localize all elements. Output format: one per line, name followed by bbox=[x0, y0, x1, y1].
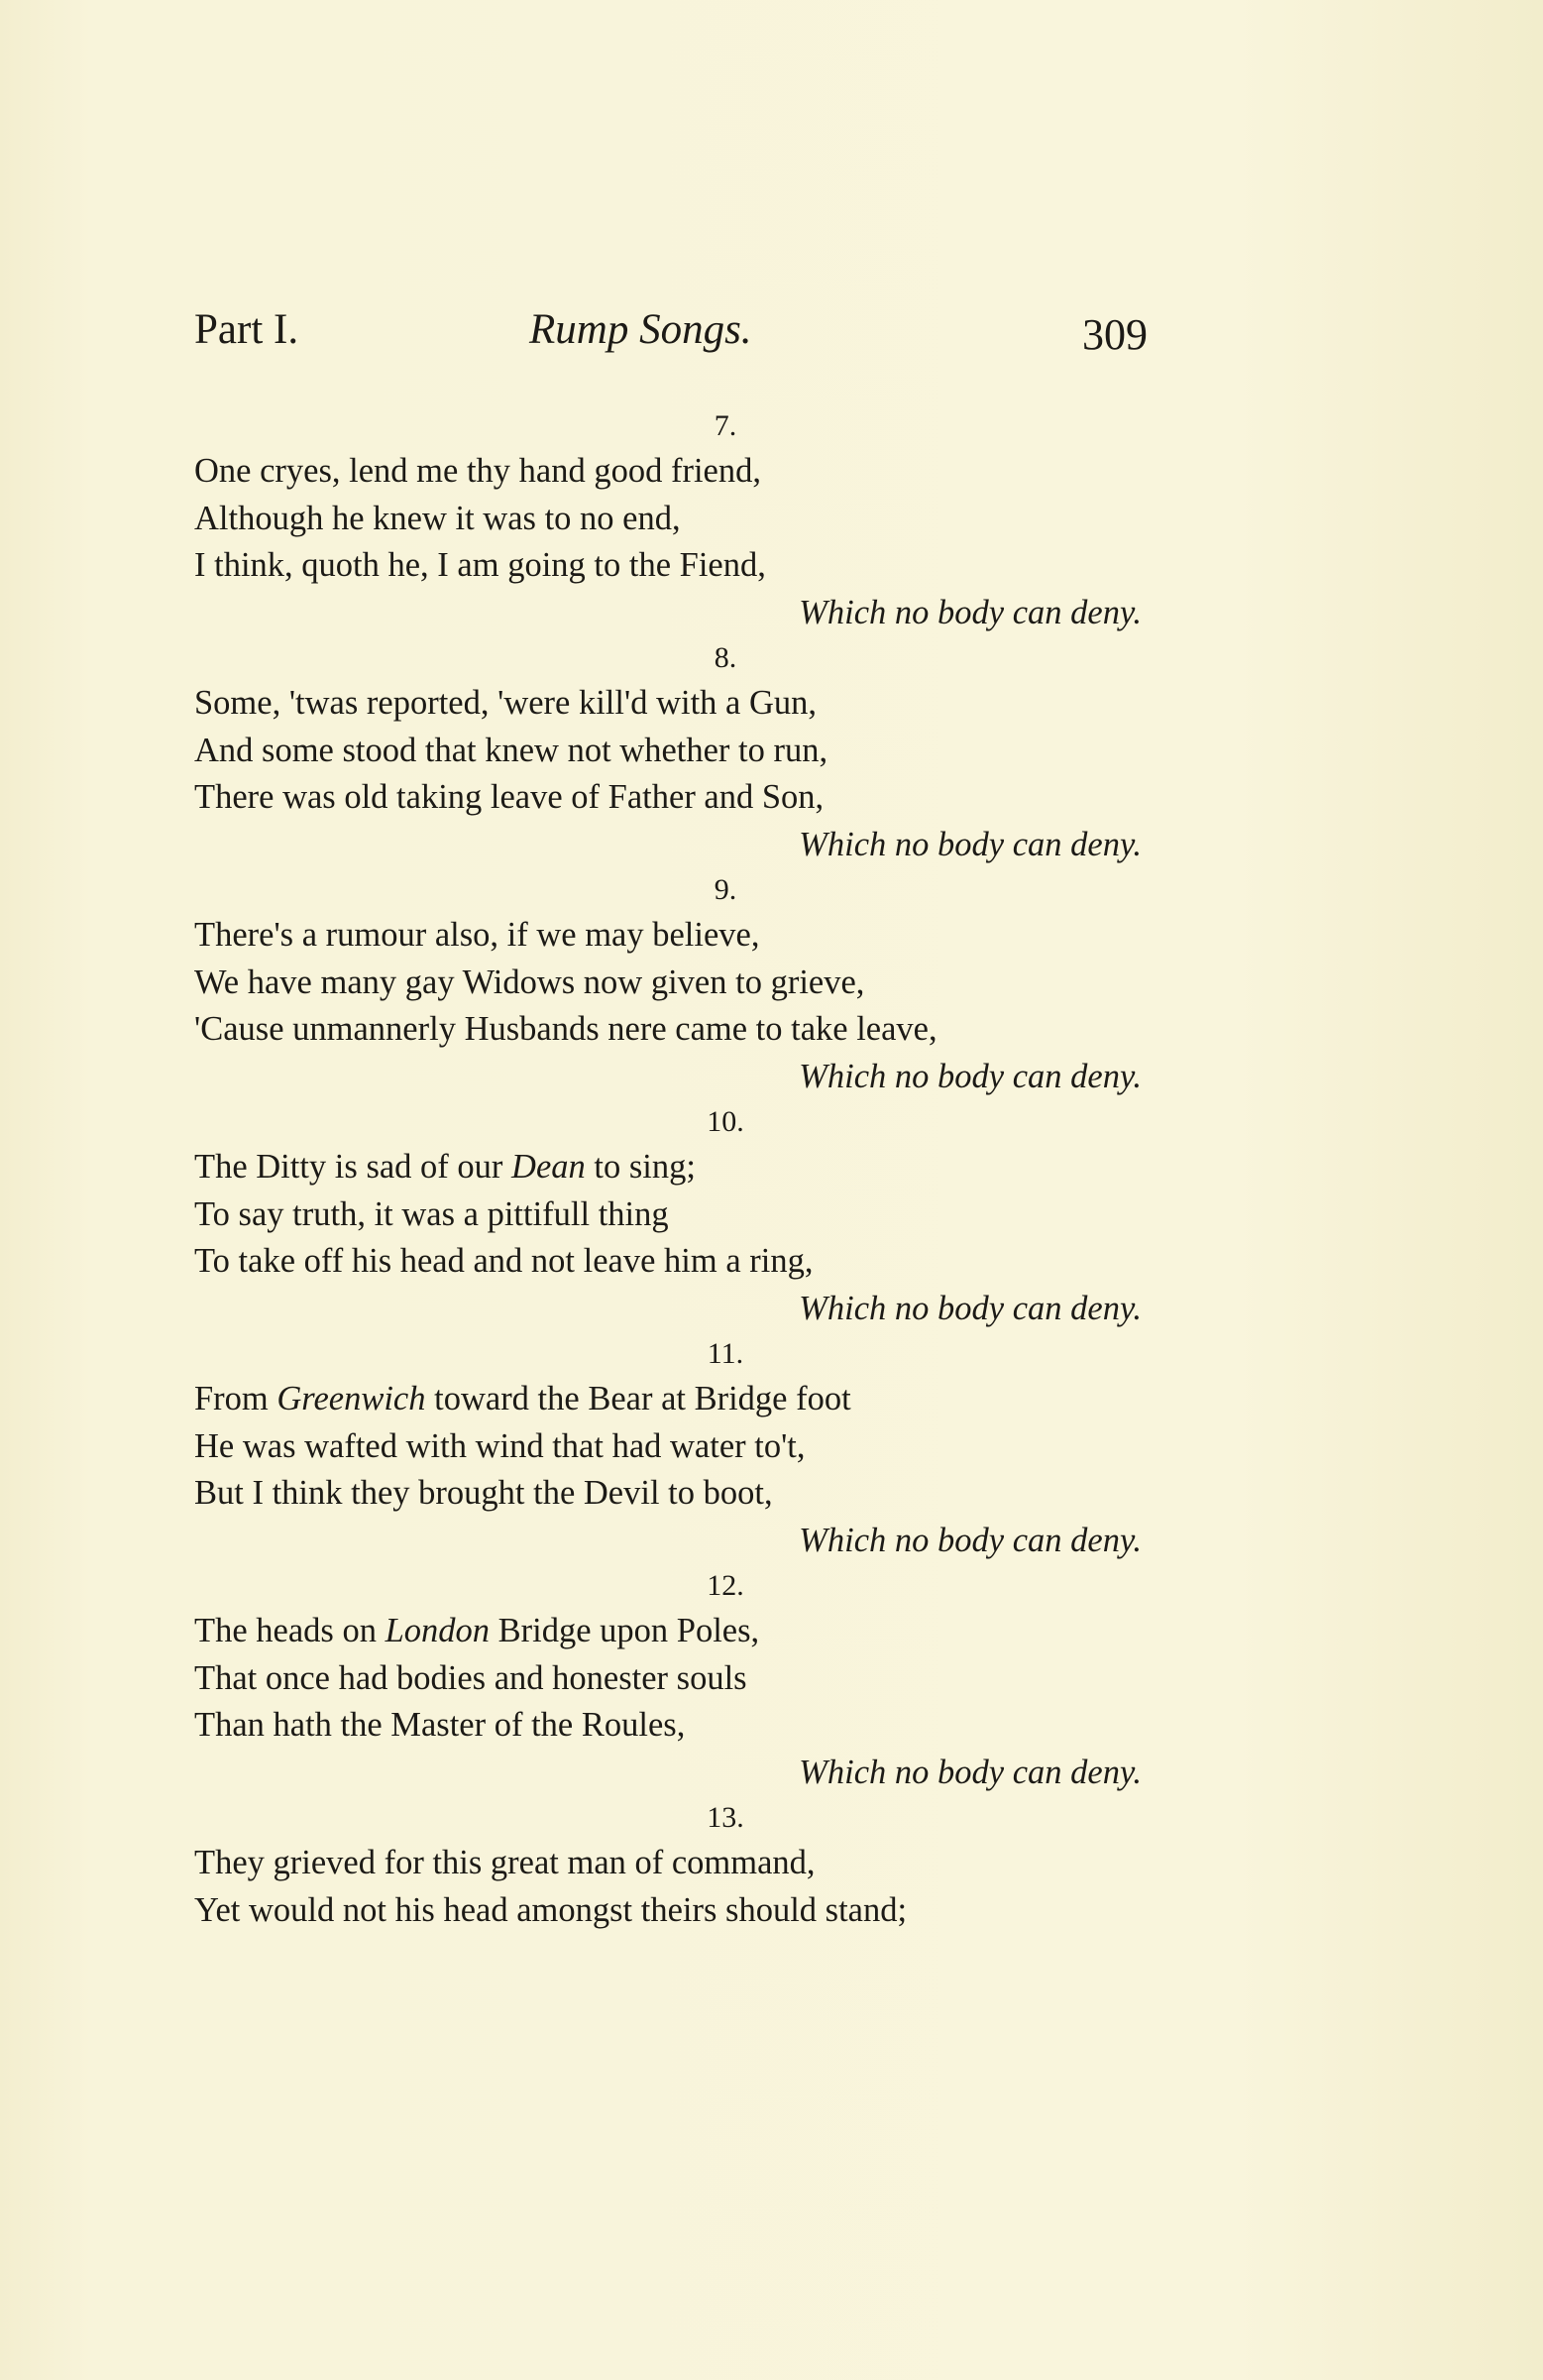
verse-line: Than hath the Master of the Roules, bbox=[194, 1706, 686, 1744]
verse-line: To take off his head and not leave him a ring, bbox=[194, 1242, 814, 1280]
italic-name: Greenwich bbox=[276, 1380, 426, 1417]
running-title: Rump Songs. bbox=[529, 306, 752, 353]
stanza-number: 13. bbox=[707, 1801, 744, 1834]
verse-line: Although he knew it was to no end, bbox=[194, 499, 681, 537]
stanza bbox=[194, 1796, 1148, 1934]
italic-name: London bbox=[385, 1612, 491, 1649]
verse-line: They grieved for this great man of command, bbox=[194, 1844, 816, 1881]
stanza-number: 10. bbox=[707, 1105, 744, 1138]
verse-line: And some stood that knew not whether to run, bbox=[194, 731, 828, 769]
stanza bbox=[194, 1332, 1148, 1564]
stanza bbox=[194, 404, 1148, 636]
running-header bbox=[194, 305, 1148, 375]
verse-line: We have many gay Widows now given to grieve, bbox=[194, 963, 865, 1001]
verse-line: There was old taking leave of Father and Son, bbox=[194, 778, 825, 816]
refrain-line: Which no body can deny. bbox=[799, 1753, 1142, 1791]
verse-line: One cryes, lend me thy hand good friend, bbox=[194, 452, 761, 490]
refrain-line: Which no body can deny. bbox=[799, 1521, 1142, 1559]
stanza-number: 7. bbox=[714, 409, 737, 442]
verse-line: Some, 'twas reported, 'were kill'd with a Gun, bbox=[194, 684, 818, 722]
verse-line: I think, quoth he, I am going to the Fiend, bbox=[194, 546, 766, 584]
verse-line: The heads on London Bridge upon Poles, bbox=[194, 1612, 760, 1649]
stanza-number: 8. bbox=[714, 641, 737, 674]
refrain-line: Which no body can deny. bbox=[799, 1289, 1142, 1327]
verse-line: 'Cause unmannerly Husbands nere came to take leave, bbox=[194, 1010, 937, 1048]
verse-line: Yet would not his head amongst theirs should stand; bbox=[194, 1890, 908, 1929]
verse-line: There's a rumour also, if we may believe, bbox=[194, 916, 760, 954]
italic-name: Dean bbox=[511, 1148, 586, 1186]
verse-line: But I think they brought the Devil to boot, bbox=[194, 1474, 773, 1512]
verse-line: From Greenwich toward the Bear at Bridge foot bbox=[194, 1380, 851, 1417]
stanza-number: 9. bbox=[714, 873, 737, 906]
poem-body bbox=[194, 404, 1148, 1934]
verse-line: That once had bodies and honester souls bbox=[194, 1658, 747, 1697]
verse-line: He was wafted with wind that had water to't, bbox=[194, 1426, 806, 1465]
verse-line: The Ditty is sad of our Dean to sing; bbox=[194, 1148, 696, 1186]
stanza-number: 12. bbox=[707, 1569, 744, 1602]
refrain-line: Which no body can deny. bbox=[799, 593, 1142, 631]
page-number: 309 bbox=[1082, 310, 1148, 359]
stanza bbox=[194, 636, 1148, 868]
refrain-line: Which no body can deny. bbox=[799, 825, 1142, 863]
refrain-line: Which no body can deny. bbox=[799, 1057, 1142, 1095]
verse-line: To say truth, it was a pittifull thing bbox=[194, 1194, 669, 1233]
stanza bbox=[194, 868, 1148, 1100]
part-label: Part I. bbox=[194, 306, 299, 353]
stanza bbox=[194, 1100, 1148, 1332]
stanza bbox=[194, 1564, 1148, 1796]
stanza-number: 11. bbox=[707, 1337, 744, 1370]
